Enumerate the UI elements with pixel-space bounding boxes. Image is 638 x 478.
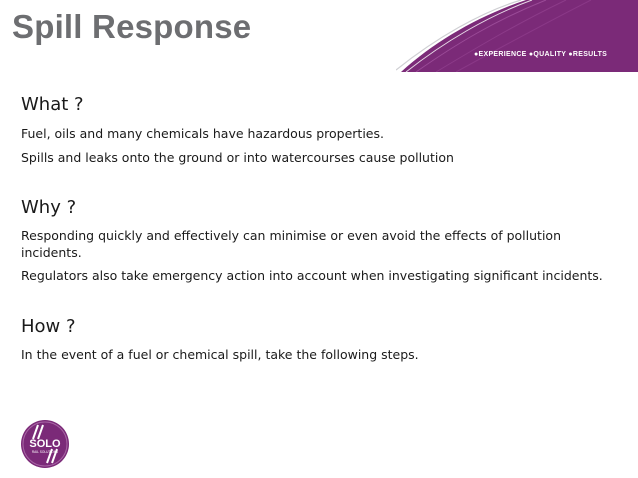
section-why-line-2: Regulators also take emergency action into account when investigating significant incidents.: [21, 268, 603, 283]
section-what-line-2: Spills and leaks onto the ground or into watercourses cause pollution: [21, 150, 454, 165]
section-why-line-1: Responding quickly and effectively can minimise or even avoid the effects of pollution incidents.: [21, 228, 561, 260]
section-how-line-1: In the event of a fuel or chemical spill, take the following steps.: [21, 347, 419, 362]
section-heading-why: Why ?: [21, 197, 77, 218]
solo-rail-logo: [20, 419, 70, 469]
section-heading-how: How ?: [21, 316, 76, 337]
header-banner: [396, 0, 638, 72]
logo-wordmark: SOLO: [29, 438, 61, 450]
logo-subtext: RAIL SOLUTIONS: [31, 450, 59, 454]
section-what-line-1: Fuel, oils and many chemicals have hazardous properties.: [21, 126, 384, 141]
section-heading-what: What ?: [21, 94, 84, 115]
banner-tagline: ●EXPERIENCE ●QUALITY ●RESULTS: [474, 51, 608, 58]
slide-title: Spill Response: [12, 8, 252, 45]
